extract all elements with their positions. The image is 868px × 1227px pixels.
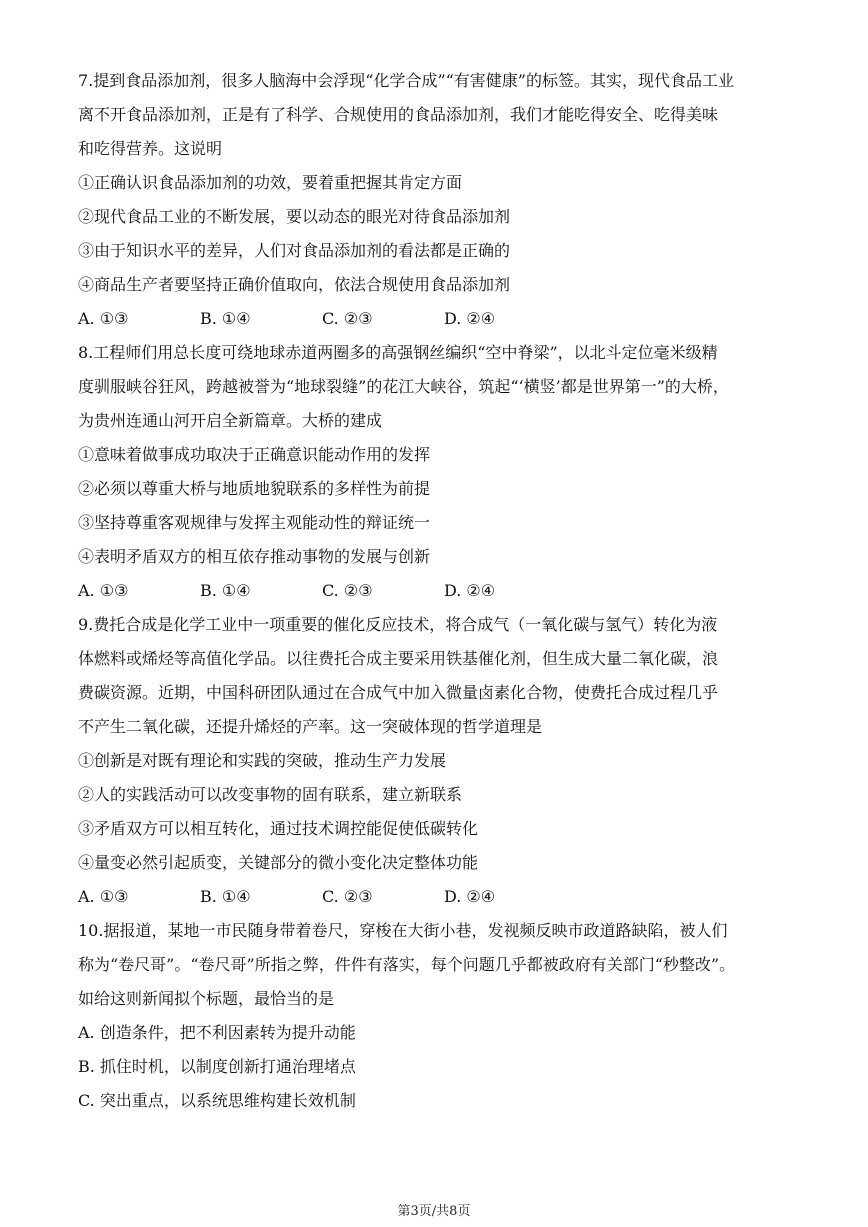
option-c: C. ②③: [322, 887, 373, 906]
question-9: [78, 608, 800, 914]
question-8: [78, 336, 800, 608]
option-a: A. ①③: [78, 887, 129, 906]
stem-line: 和吃得营养。这说明: [78, 139, 223, 158]
answer-options: [78, 302, 800, 336]
option-b: B. ①④: [200, 581, 251, 600]
stem-line: 如给这则新闻拟个标题，最恰当的是: [78, 989, 335, 1008]
stem-line: 不产生二氧化碳，还提升烯烃的产率。这一突破体现的哲学道理是: [78, 717, 543, 736]
stem-line: 10.据报道，某地一市民随身带着卷尺，穿梭在大街小巷，发视频反映市政道路缺陷，被人们: [78, 921, 728, 940]
question-7: [78, 64, 800, 336]
statement: ③坚持尊重客观规律与发挥主观能动性的辩证统一: [78, 513, 431, 532]
statement: ③由于知识水平的差异，人们对食品添加剂的看法都是正确的: [78, 241, 511, 260]
statement: ②必须以尊重大桥与地质地貌联系的多样性为前提: [78, 479, 431, 498]
stem-line: 度驯服峡谷狂风，跨越被誉为“地球裂缝”的花江大峡谷，筑起“‘横竖’都是世界第一”的大桥，: [78, 377, 729, 396]
option-d: D. ②④: [444, 309, 496, 328]
statement: ①创新是对既有理论和实践的突破，推动生产力发展: [78, 751, 447, 770]
option-d: D. ②④: [444, 581, 496, 600]
stem-line: 为贵州连通山河开启全新篇章。大桥的建成: [78, 411, 383, 430]
statement: ④商品生产者要坚持正确价值取向，依法合规使用食品添加剂: [78, 275, 511, 294]
option-a: A. ①③: [78, 581, 129, 600]
option-b: B. 抓住时机，以制度创新打通治理堵点: [78, 1057, 356, 1076]
option-b: B. ①④: [200, 309, 251, 328]
stem-line: 离不开食品添加剂，正是有了科学、合规使用的食品添加剂，我们才能吃得安全、吃得美味: [78, 105, 719, 124]
option-d: D. ②④: [444, 887, 496, 906]
answer-options: [78, 574, 800, 608]
page-number: 第3页/共8页: [397, 1204, 471, 1219]
stem-line: 费碳资源。近期，中国科研团队通过在合成气中加入微量卤素化合物，使费托合成过程几乎: [78, 683, 719, 702]
stem-line: 体燃料或烯烃等高值化学品。以往费托合成主要采用铁基催化剂，但生成大量二氧化碳，浪: [78, 649, 719, 668]
statement: ③矛盾双方可以相互转化，通过技术调控能促使低碳转化: [78, 819, 479, 838]
option-c: C. 突出重点，以系统思维构建长效机制: [78, 1091, 356, 1110]
question-stem: [78, 608, 800, 744]
statement: ②现代食品工业的不断发展，要以动态的眼光对待食品添加剂: [78, 207, 511, 226]
answer-options: [78, 880, 800, 914]
statement: ②人的实践活动可以改变事物的固有联系，建立新联系: [78, 785, 463, 804]
stem-line: 8.工程师们用总长度可绕地球赤道两圈多的高强钢丝编织“空中脊梁”，以北斗定位毫米级精: [78, 343, 718, 362]
option-c: C. ②③: [322, 309, 373, 328]
option-b: B. ①④: [200, 887, 251, 906]
stem-line: 称为“卷尺哥”。“卷尺哥”所指之弊，件件有落实，每个问题几乎都被政府有关部门“秒整改”。: [78, 955, 736, 974]
question-stem: [78, 914, 800, 1016]
option-c: C. ②③: [322, 581, 373, 600]
statement: ④表明矛盾双方的相互依存推动事物的发展与创新: [78, 547, 431, 566]
stem-line: 7.提到食品添加剂，很多人脑海中会浮现“化学合成”“有害健康”的标签。其实，现代食品工业: [78, 71, 734, 90]
option-a: A. 创造条件，把不利因素转为提升动能: [78, 1023, 356, 1042]
statement: ④量变必然引起质变，关键部分的微小变化决定整体功能: [78, 853, 479, 872]
statement: ①意味着做事成功取决于正确意识能动作用的发挥: [78, 445, 431, 464]
question-10: [78, 914, 800, 1118]
question-stem: [78, 64, 800, 166]
question-stem: [78, 336, 800, 438]
page-content: [78, 64, 800, 1118]
option-a: A. ①③: [78, 309, 129, 328]
stem-line: 9.费托合成是化学工业中一项重要的催化反应技术，将合成气（一氧化碳与氢气）转化为液: [78, 615, 718, 634]
statement: ①正确认识食品添加剂的功效，要着重把握其肯定方面: [78, 173, 463, 192]
